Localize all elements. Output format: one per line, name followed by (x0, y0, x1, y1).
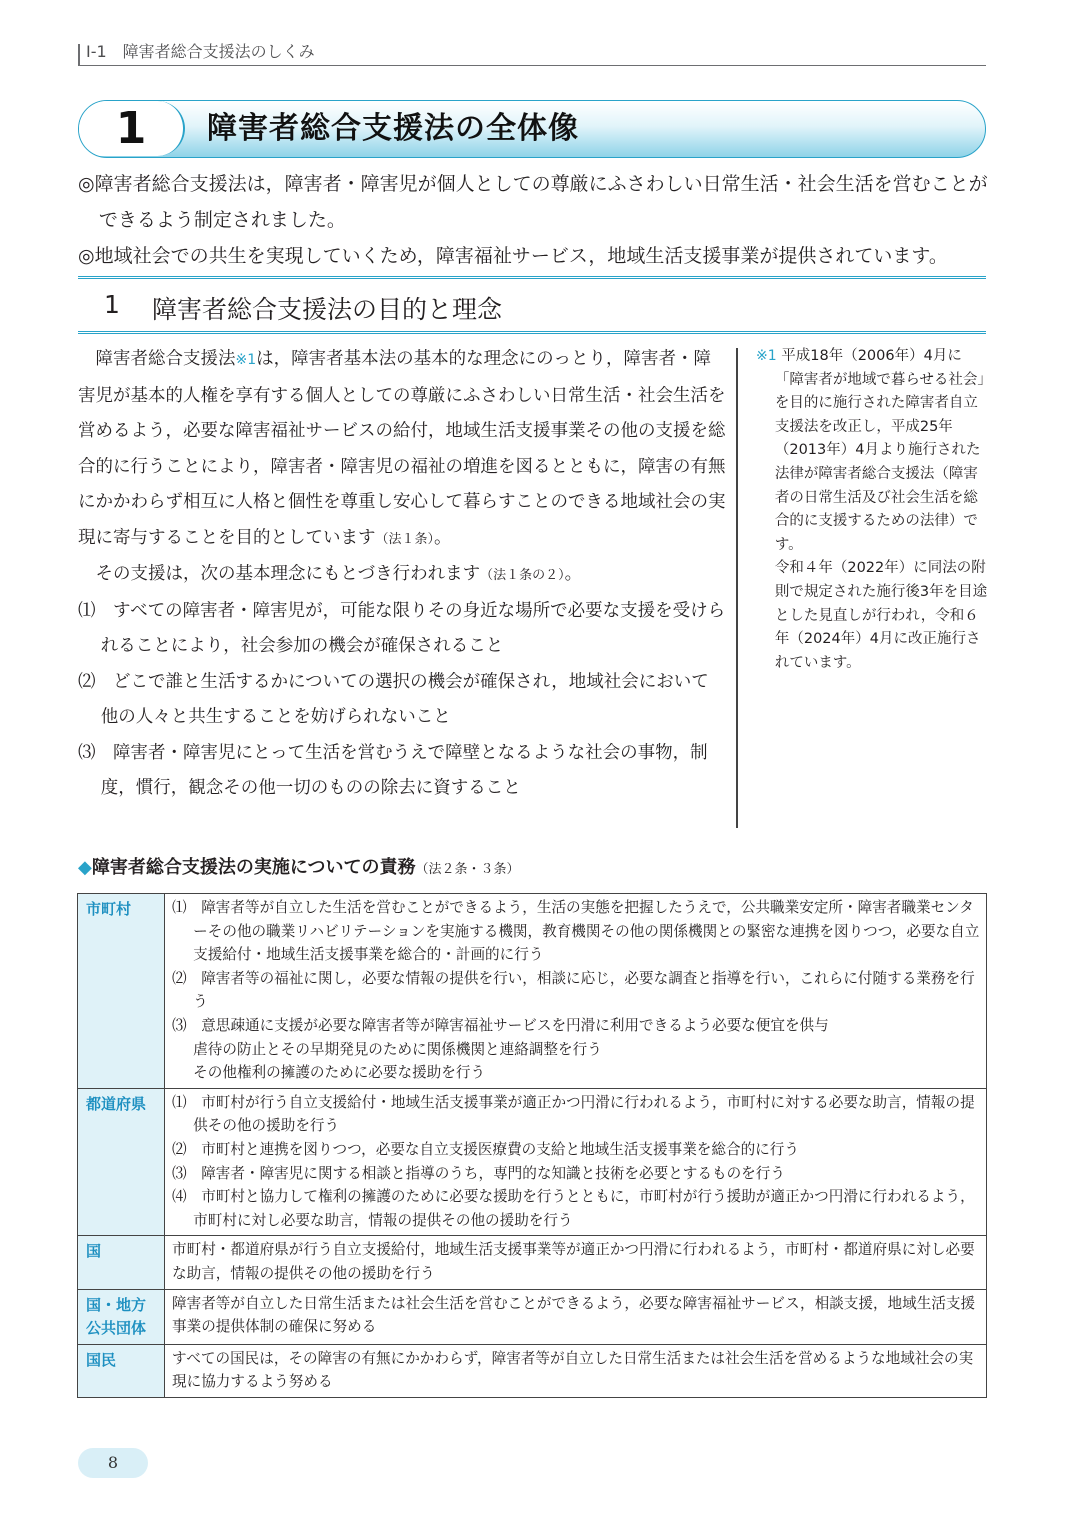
section-heading (78, 276, 986, 334)
table-actor-cell: 国・地方公共団体 (78, 1289, 165, 1344)
body-text-run: は，障害者基本法の基本的な理念にのっとり，障害者・障害児が基本的人権を享有する個人としての尊厳にふさわしい日常生活・社会生活を営めるよう，必要な障害福祉サービスの給付，地域生活支援事業その他の支援を総合的に行うことにより，障害者・障害児の福祉の増進を図るとともに，障害の有無にかかわらず相互に人格と個性を尊重し安心して暮らすことのできる地域社会の実現に寄与することを目的としています (78, 349, 726, 548)
intro-summary (78, 166, 990, 274)
sidenote-ref: ※1 (756, 348, 777, 364)
body-text-run: 障害者総合支援法 (95, 349, 236, 369)
table-row (78, 894, 987, 1089)
duty-table (77, 893, 987, 1398)
chapter-number: 1 (79, 101, 185, 156)
intro-point: ◎地域社会での共生を実現していくため，障害福祉サービス，地域生活支援事業が提供されています。 (78, 245, 948, 267)
body-paragraph (78, 342, 726, 557)
duty-line: ⑴ 障害者等が自立した生活を営むことができるよう，生活の実態を把握したうえで，公共職業安定所・障害者職業センターその他の職業リハビリテーションを実施する機関，教育機関その他の関係機関との緊密な連携を図りつつ，必要な自立支援給付・地域生活支援事業を総合的・計画的に行う (172, 899, 980, 964)
sidenote (756, 345, 988, 675)
duty-line: すべての国民は，その障害の有無にかかわらず，障害者等が自立した日常生活または社会生活を営めるような地域社会の実現に協力するよう努める (172, 1349, 974, 1391)
chapter-banner (78, 100, 986, 158)
running-head-bar (78, 44, 80, 66)
table-row (78, 1088, 987, 1236)
body-text (78, 342, 726, 807)
principle-item: ⑴ すべての障害者・障害児が，可能な限りその身近な場所で必要な支援を受けられることにより，社会参加の機会が確保されること (78, 600, 726, 656)
table-duty-cell (165, 894, 987, 1089)
diamond-icon: ◆ (78, 857, 92, 878)
table-actor-cell: 市町村 (78, 894, 165, 1089)
table-caption-text: 障害者総合支援法の実施についての責務 (91, 857, 416, 878)
duty-line: ⑶ 障害者・障害児に関する相談と指導のうち，専門的な知識と技術を必要とするものを行う (172, 1164, 785, 1182)
table-actor-cell: 国 (78, 1236, 165, 1289)
sidenote-paragraph (756, 345, 988, 557)
page-number: 8 (78, 1448, 148, 1478)
table-duty-cell (165, 1289, 987, 1344)
section-title: 障害者総合支援法の目的と理念 (152, 295, 503, 324)
table-caption-cite: （法２条・３条） (415, 862, 520, 877)
table-caption (78, 853, 520, 879)
table-actor-cell: 都道府県 (78, 1088, 165, 1236)
table-row (78, 1289, 987, 1344)
duty-line: 市町村・都道府県が行う自立支援給付，地域生活支援事業等が適正かつ円滑に行われるよう，市町村・都道府県に対し必要な助言，情報の提供その他の援助を行う (172, 1241, 975, 1282)
sidenote-divider (736, 348, 738, 828)
body-text-run: その支援は，次の基本理念にもとづき行われます (95, 564, 481, 584)
principle-item: ⑶ 障害者・障害児にとって生活を営むうえで障壁となるような社会の事物，制度，慣行，観念その他一切のものの除去に資すること (78, 742, 708, 798)
duty-table-body (78, 894, 987, 1398)
duty-line: その他権利の擁護のために必要な援助を行う (193, 1064, 486, 1082)
body-paragraph (78, 557, 726, 594)
body-text-run: 。 (564, 564, 583, 584)
body-text-run: 。 (434, 527, 452, 548)
running-head (78, 40, 986, 66)
table-row (78, 1236, 987, 1289)
table-actor-cell: 国民 (78, 1344, 165, 1397)
duty-line: ⑵ 障害者等の福祉に関し，必要な情報の提供を行い，相談に応じ，必要な調査と指導を行い，これらに付随する業務を行う (172, 969, 975, 1011)
chapter-title: 障害者総合支援法の全体像 (207, 111, 579, 146)
table-duty-cell (165, 1236, 987, 1289)
principle-item: ⑵ どこで誰と生活するかについての選択の機会が確保され，地域社会において他の人々と共生することを妨げられないこと (78, 671, 709, 727)
duty-line: 虐待の防止とその早期発見のために関係機関と連絡調整を行う (193, 1040, 602, 1058)
footnote-ref: ※1 (235, 352, 257, 368)
table-duty-cell (165, 1344, 987, 1397)
duty-line: ⑴ 市町村が行う自立支援給付・地域生活支援事業が適正かつ円滑に行われるよう，市町村に対する必要な助言，情報の提供その他の援助を行う (172, 1093, 975, 1135)
section-number: 1 (104, 290, 120, 319)
duty-line: ⑷ 市町村と協力して権利の擁護のために必要な援助を行うとともに，市町村が行う援助が適正かつ円滑に行われるよう，市町村に対し必要な助言，情報の提供その他の援助を行う (172, 1188, 975, 1229)
duty-line: ⑶ 意思疎通に支援が必要な障害者等が障害福祉サービスを円滑に利用できるよう必要な便宜を供与 (172, 1016, 829, 1034)
duty-line: ⑵ 市町村と連携を図りつつ，必要な自立支援医療費の支給と地域生活支援事業を総合的に行う (172, 1140, 799, 1158)
law-citation: （法１条の２） (480, 568, 565, 583)
intro-point: ◎障害者総合支援法は，障害者・障害児が個人としての尊厳にふさわしい日常生活・社会生活を営むことができるよう制定されました。 (78, 173, 988, 231)
table-row (78, 1344, 987, 1397)
sidenote-text: 平成18年（2006年）4月に「障害者が地域で暮らせる社会」を目的に施行された障害者自立支援法を改正し，平成25年（2013年）4月より施行された法律が障害者総合支援法（障害者の日常生活及び社会生活を総合的に支援するための法律）です。 (774, 348, 985, 553)
law-citation: （法１条） (375, 531, 435, 547)
running-head-text: I-1 障害者総合支援法のしくみ (86, 42, 315, 61)
table-duty-cell (165, 1088, 987, 1236)
duty-line: 障害者等が自立した日常生活または社会生活を営むことができるよう，必要な障害福祉サービス，相談支援，地域生活支援事業の提供体制の確保に努める (172, 1294, 976, 1336)
sidenote-paragraph: 令和４年（2022年）に同法の附則で規定された施行後3年を目途とした見直しが行われ，令和６年（2024年）4月に改正施行されています。 (774, 560, 988, 671)
